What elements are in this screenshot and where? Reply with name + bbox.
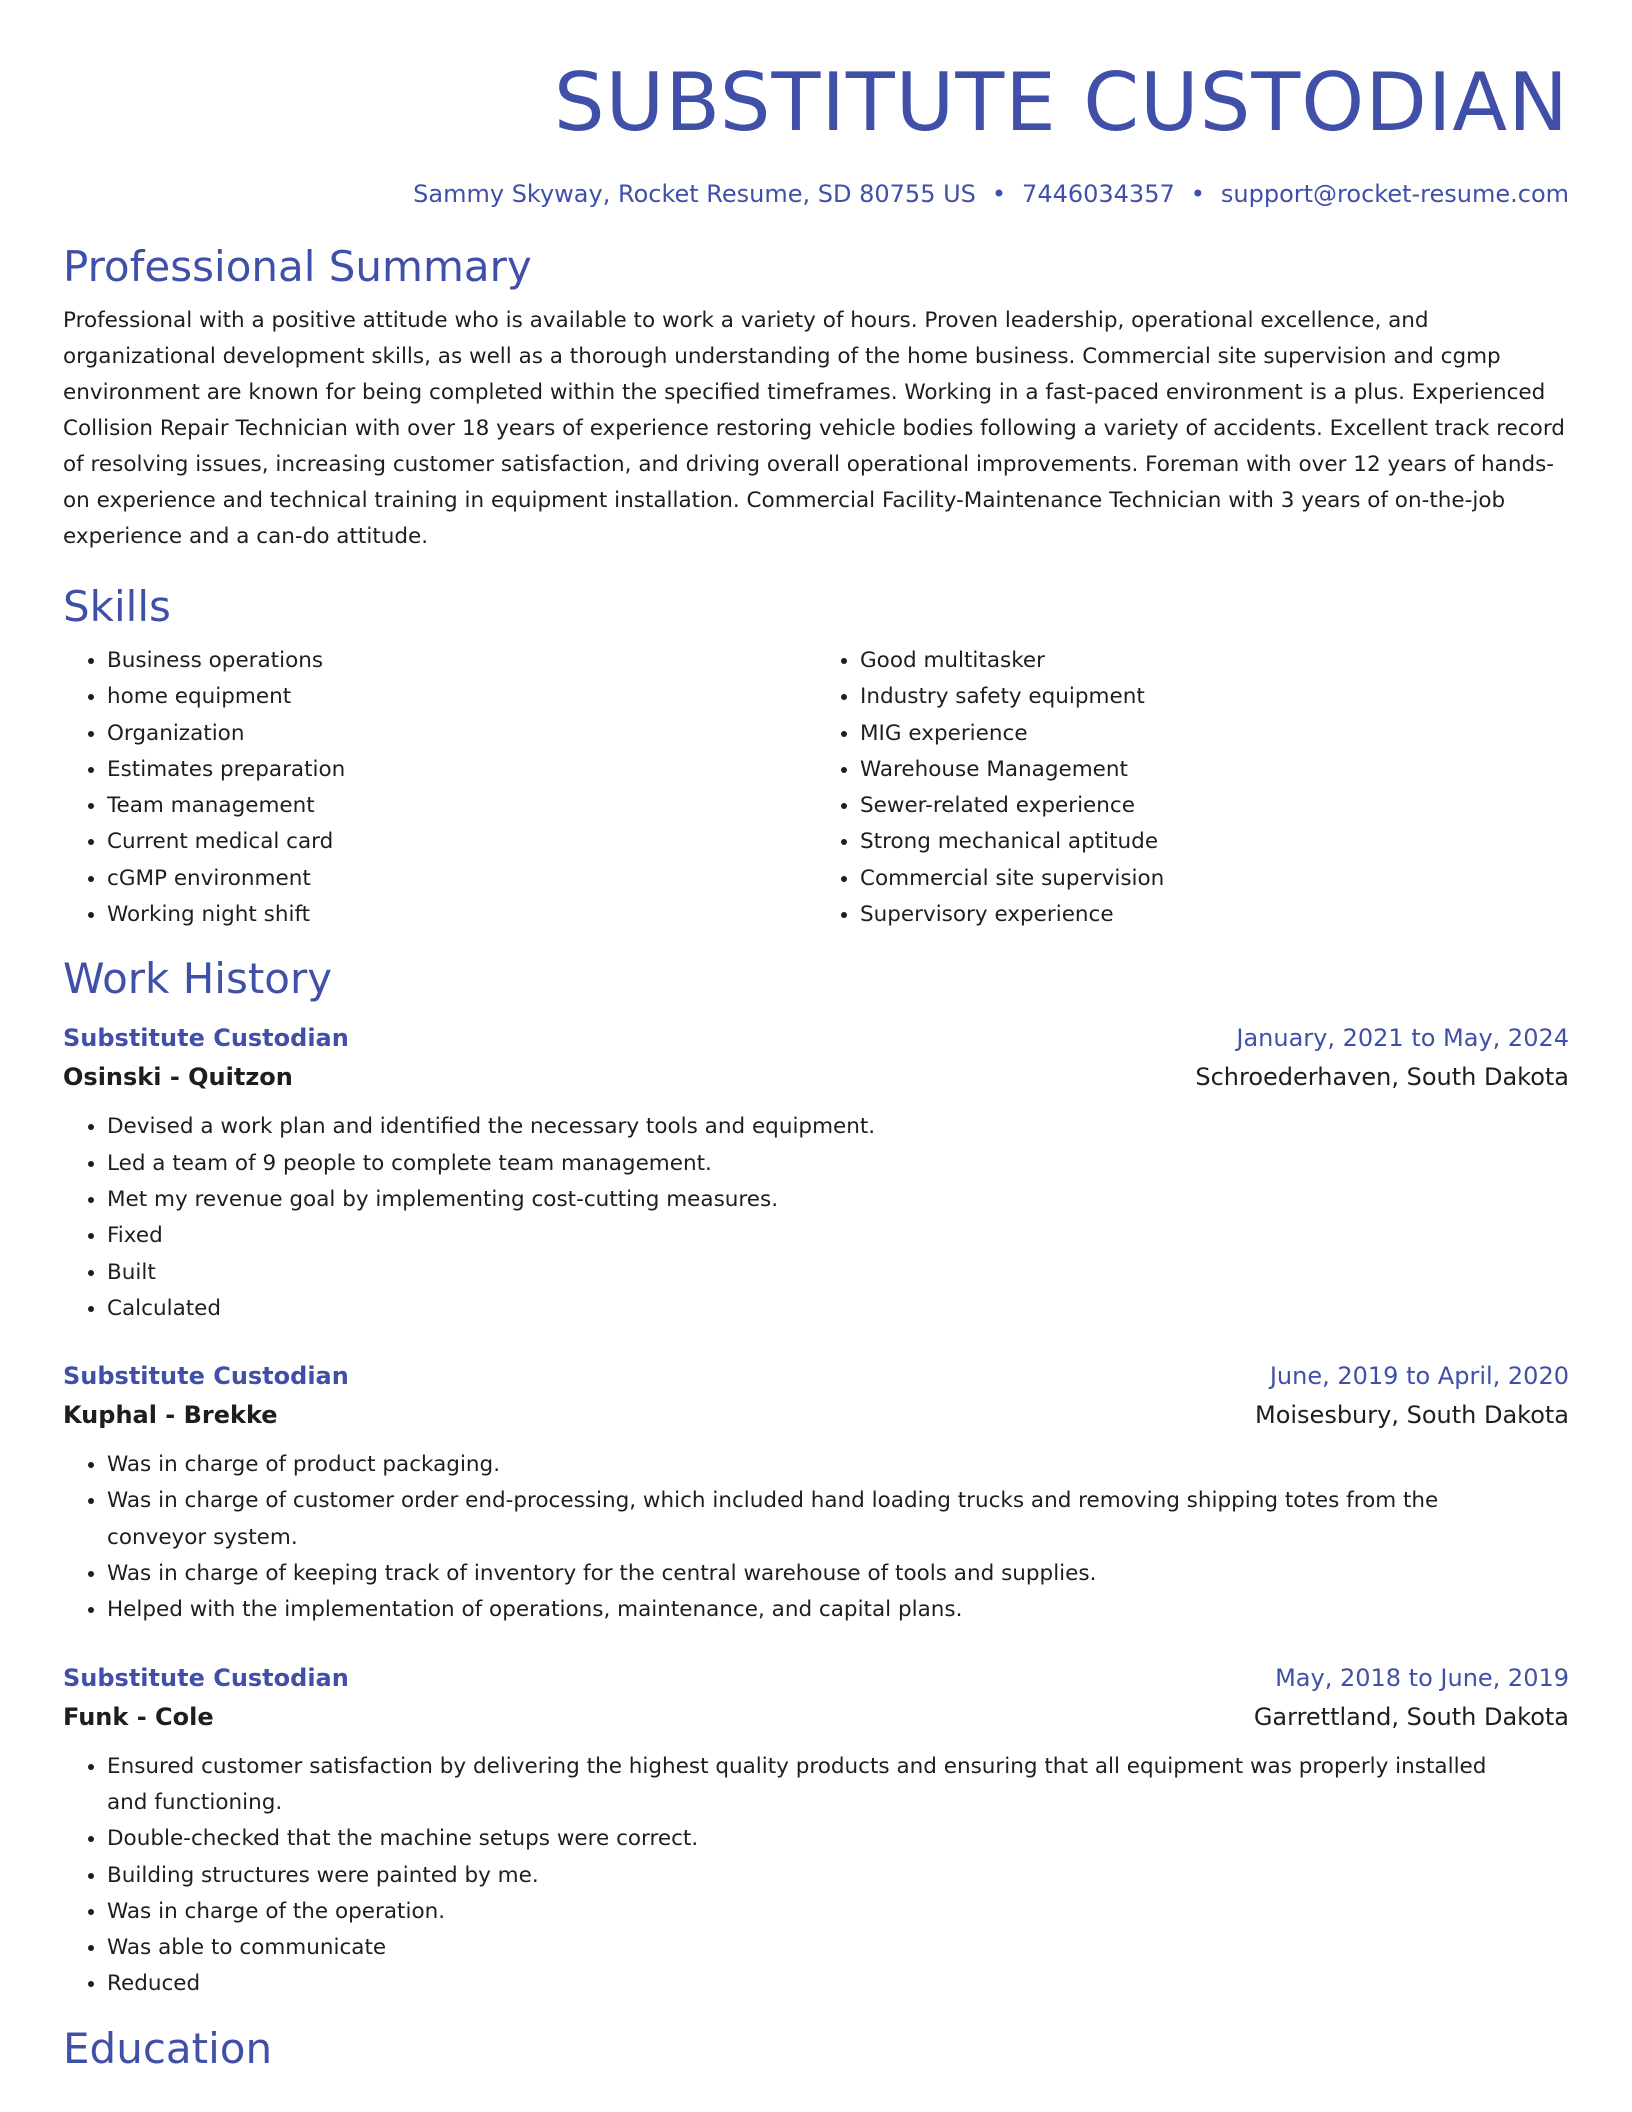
skill-item: • Commercial site supervision: [860, 861, 1569, 897]
job-bullet: • Fixed: [107, 1218, 1569, 1254]
job-title: Substitute Custodian: [63, 1024, 349, 1053]
education-heading: Education: [63, 2023, 273, 2073]
job-bullets: [63, 1447, 1569, 1628]
job-company-row: [63, 1057, 1569, 1097]
job-entry: [63, 1357, 1569, 1628]
job-bullet: • Reduced: [107, 1966, 1569, 2002]
job-bullet: • Devised a work plan and identified the necessary tools and equipment.: [107, 1109, 1569, 1145]
job-title-row: [63, 1659, 1569, 1697]
job-bullet: • Helped with the implementation of operations, maintenance, and capital plans.: [107, 1592, 1569, 1628]
skill-item: • Organization: [107, 716, 816, 752]
job-bullet: • Building structures were painted by me.: [107, 1858, 1569, 1894]
job-bullet: • Double-checked that the machine setups were correct.: [107, 1821, 1569, 1857]
skill-item: • Strong mechanical aptitude: [860, 824, 1569, 860]
job-bullet: • Was in charge of product packaging.: [107, 1447, 1569, 1483]
skill-item: • Warehouse Management: [860, 752, 1569, 788]
skill-item: • MIG experience: [860, 716, 1569, 752]
job-title-row: [63, 1357, 1569, 1395]
job-dates: May, 2018 to June, 2019: [1275, 1663, 1569, 1692]
job-bullet: • Met my revenue goal by implementing cost-cutting measures.: [107, 1182, 1569, 1218]
job-dates: June, 2019 to April, 2020: [1269, 1362, 1569, 1391]
job-bullet: • Built: [107, 1255, 1569, 1291]
job-company-row: [63, 1697, 1569, 1737]
job-bullet: • Was able to communicate: [107, 1930, 1569, 1966]
skill-item: • Team management: [107, 788, 816, 824]
skill-item: • Supervisory experience: [860, 897, 1569, 933]
skills-list-left: [63, 643, 816, 933]
work-history-heading: Work History: [63, 954, 333, 1004]
separator-dot: •: [991, 180, 1007, 208]
job-bullet: • Calculated: [107, 1291, 1569, 1327]
job-bullets: [63, 1109, 1569, 1327]
skill-item: • Sewer-related experience: [860, 788, 1569, 824]
job-title-row: [63, 1019, 1569, 1057]
contact-email: support@rocket-resume.com: [1220, 180, 1569, 208]
skill-item: • Working night shift: [107, 897, 816, 933]
skill-item: • Good multitasker: [860, 643, 1569, 679]
job-bullet: • Was in charge of keeping track of inventory for the central warehouse of tools and supplies.: [107, 1556, 1569, 1592]
contact-phone: 7446034357: [1022, 180, 1175, 208]
job-entry: [63, 1659, 1569, 2003]
skill-item: • home equipment: [107, 679, 816, 715]
job-entry: [63, 1019, 1569, 1327]
job-location: Garrettland, South Dakota: [1253, 1702, 1569, 1731]
job-dates: January, 2021 to May, 2024: [1236, 1024, 1569, 1053]
skill-item: • cGMP environment: [107, 861, 816, 897]
job-company-row: [63, 1395, 1569, 1435]
skill-item: • Estimates preparation: [107, 752, 816, 788]
summary-paragraph: Professional with a positive attitude who is available to work a variety of hours. Proven leadership, operational excellence, and organizational development skills, as well as a thorough understanding of the home business. Commercial site supervision and cgmp environment are known for being completed within the specified timeframes. Working in a fast-paced environment is a plus. Experienced Collision Repair Technician with over 18 years of experience restoring vehicle bodies following a variety of accidents. Excellent track record of resolving issues, increasing customer satisfaction, and driving overall operational improvements. Foreman with over 12 years of hands-on experience and technical training in equipment installation. Commercial Facility-Maintenance Technician with 3 years of on-the-job experience and a can-do attitude.: [63, 308, 1565, 549]
skills-list-right: [816, 643, 1569, 933]
contact-address: Sammy Skyway, Rocket Resume, SD 80755 US: [413, 180, 976, 208]
skill-item: • Business operations: [107, 643, 816, 679]
resume-header: [63, 0, 1569, 211]
separator-dot: •: [1190, 180, 1205, 208]
job-bullet: • Was in charge of the operation.: [107, 1894, 1569, 1930]
job-title: Substitute Custodian: [63, 1663, 349, 1692]
candidate-title: SUBSTITUTE CUSTODIAN: [553, 56, 1569, 149]
job-bullet: • Ensured customer satisfaction by delivering the highest quality products and ensuring that all equipment was properly installed and functioning.: [107, 1749, 1569, 1822]
job-company: Osinski - Quitzon: [63, 1063, 293, 1092]
contact-line: [63, 177, 1569, 211]
job-company: Kuphal - Brekke: [63, 1401, 278, 1430]
job-bullet: • Was in charge of customer order end-processing, which included hand loading trucks and removing shipping totes from the conveyor system.: [107, 1483, 1569, 1556]
skill-item: • Industry safety equipment: [860, 679, 1569, 715]
skill-item: • Current medical card: [107, 824, 816, 860]
job-bullet: • Led a team of 9 people to complete team management.: [107, 1146, 1569, 1182]
summary-heading: Professional Summary: [63, 242, 532, 291]
job-title: Substitute Custodian: [63, 1362, 349, 1391]
job-location: Moisesbury, South Dakota: [1254, 1401, 1569, 1430]
skills-heading: Skills: [63, 582, 171, 631]
job-company: Funk - Cole: [63, 1702, 214, 1731]
job-location: Schroederhaven, South Dakota: [1195, 1063, 1569, 1092]
job-bullets: [63, 1749, 1569, 2003]
skills-columns: [63, 643, 1569, 933]
